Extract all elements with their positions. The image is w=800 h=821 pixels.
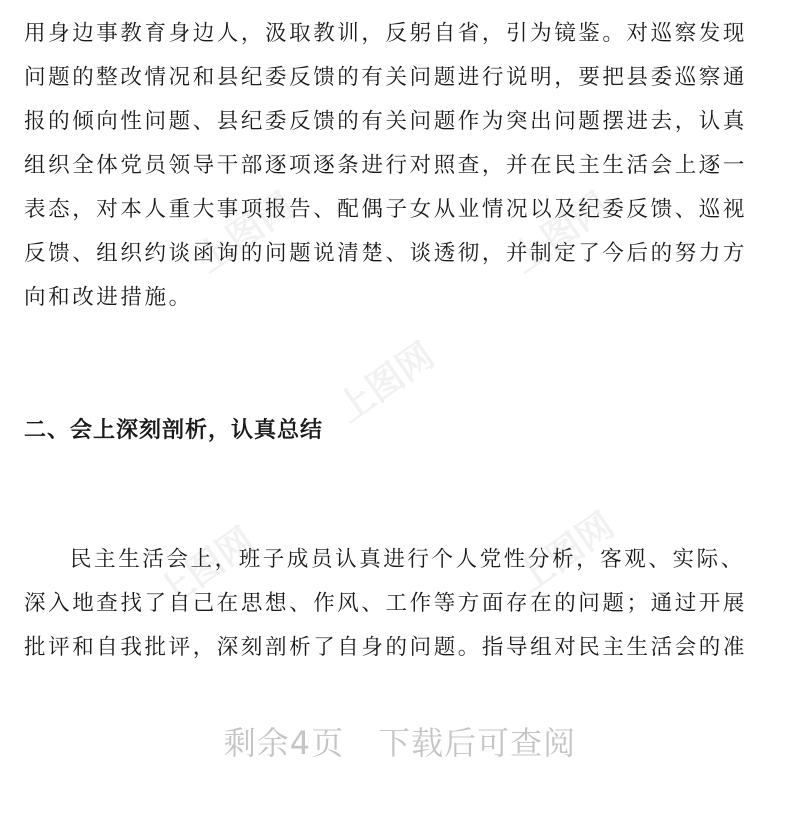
text-line: 组织全体党员领导干部逐项逐条进行对照查，并在民主生活会上逐一 — [24, 153, 748, 178]
text-line: 用身边事教育身边人，汲取教训，反躬自省，引为镜鉴。对巡察发现 — [24, 21, 748, 46]
download-prompt[interactable] — [0, 718, 800, 768]
text-line: 报的倾向性问题、县纪委反馈的有关问题作为突出问题摆进去，认真 — [24, 109, 748, 134]
watermark: 上图网 — [509, 505, 622, 601]
watermark: 上图网 — [329, 335, 442, 431]
section-heading: 二、会上深刻剖析，认真总结 — [24, 418, 324, 443]
text-line: 表态，对本人重大事项报告、配偶子女从业情况以及纪委反馈、巡视 — [24, 197, 748, 222]
text-line: 问题的整改情况和县纪委反馈的有关问题进行说明，要把县委巡察通 — [24, 65, 748, 90]
watermark: 上图网 — [189, 185, 302, 281]
text-line: 反馈、组织约谈函询的问题说清楚、谈透彻，并制定了今后的努力方 — [24, 241, 748, 266]
text-line: 深入地查找了自己在思想、作风、工作等方面存在的问题；通过开展 — [24, 591, 748, 616]
text-line: 批评和自我批评，深刻剖析了自身的问题。指导组对民主生活会的准 — [24, 635, 748, 660]
text-line: 民主生活会上，班子成员认真进行个人党性分析，客观、实际、 — [70, 547, 745, 572]
watermark: 上图网 — [504, 185, 617, 281]
remaining-pages-label: 剩余4页 — [223, 724, 345, 762]
text-line: 向和改进措施。 — [24, 285, 193, 310]
watermark: 上图网 — [149, 520, 262, 616]
download-to-view-label: 下载后可查阅 — [378, 724, 577, 762]
